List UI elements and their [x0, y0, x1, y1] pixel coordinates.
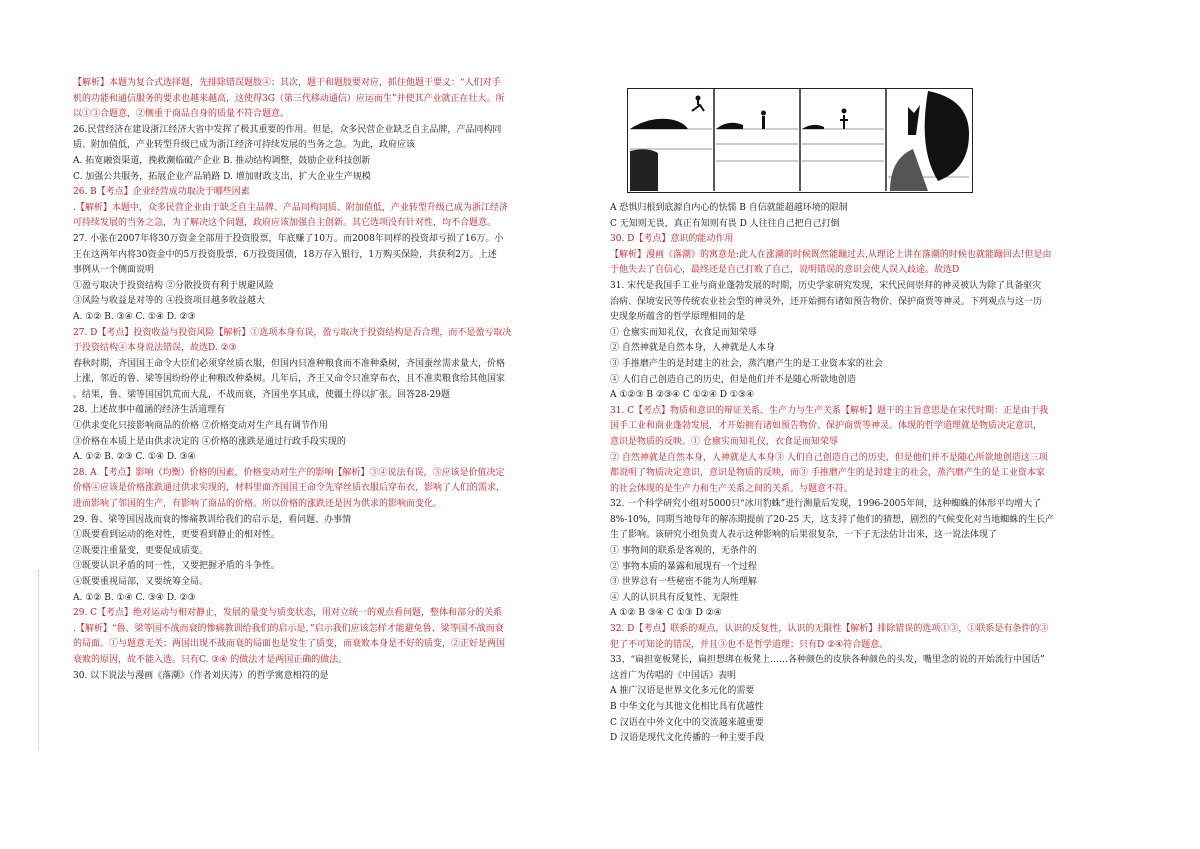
question-text-line: 事例从一个侧面说明	[73, 265, 155, 276]
question-text-line: B 中华文化与其他文化相比具有优越性	[610, 702, 764, 712]
question-text-line: ③风险与收益是对等的 ④投资项目越多收益越大	[73, 296, 265, 307]
question-text-line: ③ 世界总有一些秘密不能为人所理解	[610, 577, 757, 588]
margin-dotted-line	[38, 570, 39, 750]
question-text-line: A 恐惧归根到底源自内心的怯懦 B 自信就能超越环境的限制	[610, 203, 848, 213]
answer-explanation-line: 意识是物质的反映。① 仓廪实而知礼仪，衣食足而知荣辱	[610, 436, 838, 447]
answer-explanation-line: 都说明了物质决定意识，意识是物质的反映，而③ 手推磨产生的是封建主的社会，蒸汽磨产生的是工业资本家	[610, 468, 1045, 479]
question-text-line: ② 事物本质的暴露和展现有一个过程	[610, 561, 757, 572]
answer-explanation-line: ② 自然神就是自然本身，人神就是人本身③ 人们自己创造自己的历史，但是他们并不是随心所欲地创造这三项	[610, 452, 1048, 463]
answer-explanation-line: 32. D【考点】联系的观点，认识的反复性，认识的无限性【解析】排除错误的选项①③，①联系是有条件的③	[610, 624, 1049, 635]
comic-luochao	[627, 88, 973, 193]
answer-explanation-line: 31. C【考点】物质和意识的辩证关系、生产力与生产关系【解析】题干的主旨意思是在宋代时期：正是由于我	[610, 405, 1049, 416]
question-text-line: A 推广汉语是世界文化多元化的需要	[610, 686, 755, 697]
answer-explanation-line: 可持续发展的当务之急，为了解决这个问题，政府应该加强自主创新。其它选项没有针对性，均不合题意。	[73, 218, 497, 229]
question-text-line: A. ①② B. ③④ C. ①④ D. ②③	[73, 311, 196, 322]
answer-explanation-line: 进而影响了邻国的生产，有影响了商品的价格。所以价格的涨跌还是因为供求的影响而变化。	[73, 499, 443, 510]
question-text-line: 王在这两年内将30资金中的5万投资股票，6万投资国债，18万存入银行，1万购买保险，共获利2万。上述	[73, 249, 497, 260]
question-text-line: 32. 一个科学研究小组对5000只“冰川豹蛛”进行测量后发现，1996-2005年间，这种蜘蛛的体形平均增大了	[610, 499, 1042, 510]
question-text-line: 质、附加值低，产业转型升级已成为浙江经济可持续发展的当务之急。为此，政府应该	[73, 140, 416, 151]
question-text-line: 这首广为传唱的《中国话》表明	[610, 670, 737, 681]
question-text-line: ①盈亏取决于投资结构 ②分散投资有利于规避风险	[73, 280, 274, 291]
question-text-line: ②既要注重量变，更要促成质变。	[73, 545, 209, 556]
answer-explanation-line: 【解析】漫画《落潮》的寓意是:此人在涨潮的时候既然能蹦过去,从理论上讲在落潮的时候也就能蹦回去!但是由	[610, 249, 1052, 260]
question-text-line: 治病、保境安民等传统农业社会型的神灵外，还开始拥有诸如预告物价、保护商贾等神灵。下列观点与这一历	[610, 296, 1043, 307]
answer-explanation-line: 衰败的原因，故不能入选。只有C. ③④ 的做法才是两国正确的做法。	[73, 654, 348, 665]
answer-explanation-line: 27. D【考点】投资收益与投资风险【解析】①选项本身有误，盈亏取决于投资结构是否合理，而不是盈亏取决	[73, 327, 512, 338]
answer-explanation-line: 于投资结构④本身说法错误，故选D. ②③	[73, 343, 237, 354]
question-text-line: 28. 上述故事中蕴涵的经济生活道理有	[73, 405, 226, 416]
answer-explanation-line: 26. B【考点】企业经营成功取决于哪些因素	[73, 187, 250, 198]
question-text-line: ② 自然神就是自然本身，人神就是人本身	[610, 343, 775, 354]
answer-explanation-line: 30. D【考点】意识的能动作用	[610, 234, 734, 245]
question-text-line: 史现象所蕴含的哲学原理相同的是	[610, 312, 746, 323]
answer-explanation-line: 于他失去了自信心，最终还是自己打败了自己，说明错误的意识会使人误入歧途。故选D	[610, 265, 960, 276]
right-column	[610, 88, 1158, 747]
question-text-line: ①既要看到运动的绝对性，更要看到静止的相对性。	[73, 530, 281, 541]
question-text-line: A ①② B ③④ C ①③ D ②④	[610, 608, 722, 619]
question-text-line: ③价格在本质上是由供求决定的 ④价格的涨跌是通过行政手段实现的	[73, 436, 346, 447]
question-text-line: ④既要重视局部，又要统筹全局。	[73, 577, 209, 587]
question-text-line: A. ①② B. ②③ C. ①④ D. ③④	[73, 452, 196, 463]
answer-explanation-line: 29. C【考点】绝对运动与相对静止，发展的量变与质变状态，用对立统一的观点看问题，整体和部分的关系	[73, 608, 503, 619]
question-text-line: ① 仓廪实而知礼仪，衣食足而知荣辱	[610, 327, 757, 338]
question-text-line: 上涨，邻近的鲁、梁等国纷纷停止种粮改种桑树。几年后，齐王又命令只准穿布衣，且不准卖粮食给其他国家	[73, 374, 506, 385]
answer-explanation-line: .【解析】“鲁、梁等国不战而衰的惨痛教训给我们的启示是，”启示我们应该怎样才能避免鲁、梁等国不战而衰	[73, 623, 504, 634]
answer-explanation-line: .【解析】本题中，众多民营企业由于缺乏自主品牌、产品同构同质、附加值低，产业转型升级已成为浙江经济	[73, 202, 508, 213]
answer-explanation-line: 的局面。①与题意无关；两国出现不战而衰的局面也是发生了质变，而衰败本身是不好的质变，②正好是两国	[73, 639, 506, 650]
question-text-line: ③ 手推磨产生的是封建主的社会，蒸汽磨产生的是工业资本家的社会	[610, 358, 883, 369]
question-text-line: C 汉语在中外文化中的交流越来越重要	[610, 717, 764, 728]
question-text-line: 春秋时期，齐国国王命令大臣们必须穿丝质衣服，但国内只准种粮食而不准种桑树，齐国蚕丝需求量大，价格	[73, 358, 506, 369]
question-text-line: A. 拓宽融资渠道，挽救濒临破产企业 B. 推动结构调整，鼓励企业科技创新	[73, 155, 371, 166]
question-text-line: 8%-10%，同期当地每年的解冻期提前了20-25 天，这支持了他们的猜想，剧烈的气候变化对当地蜘蛛的生长产	[610, 514, 1055, 525]
question-text-line: ①供求变化只接影响商品的价格 ②价格变动对生产具有调节作用	[73, 421, 328, 432]
question-text-line: 27. 小张在2007年将30万资金全部用于投资股票，年底赚了10万。而2008年同样的投资却亏损了16万。小	[73, 233, 504, 244]
question-text-line: D 汉语是现代文化传播的一种主要手段	[610, 733, 765, 744]
question-text-line: C. 加强公共服务，拓展企业产品销路 D. 增加财政支出，扩大企业生产规模	[73, 171, 371, 182]
answer-explanation-line: 犯了不可知论的错误，并且③也不是哲学道理；只有D ②④符合题意。	[610, 639, 889, 650]
left-column	[73, 76, 621, 684]
question-text-line: 26.民营经济在建设浙江经济大省中发挥了极其重要的作用。但是，众多民营企业缺乏自主品牌，产品同构同	[73, 124, 502, 135]
question-text-line: A ①②③ B ②③④ C ①②④ D ①③④	[610, 390, 755, 401]
question-text-line: 33、“扁担宽板凳长，扁担想绑在板凳上……各种颜色的皮肤各种颜色的头发，嘴里念的说的开始流行中国话”	[610, 655, 1045, 666]
answer-explanation-line: 国手工业和商业蓬勃发展，才开始拥有诸如预告物价、保护商贾等神灵。体现的哲学道理就是物质决定意识，	[610, 421, 1043, 432]
answer-explanation-line: 28. A 【考点】影响（均衡）价格的因素，价格变动对生产的影响【解析】③④说法有误，③应该是价值决定	[73, 467, 505, 478]
question-text-line: 30. 以下说法与漫画《落潮》（作者刘庆涛）的哲学寓意相符的是	[73, 670, 329, 681]
answer-explanation-line: 价格④应该是价格涨跌通过供求实现的，材料里面齐国国王命令先穿丝质衣服后穿布衣，影响了人们的需求，	[73, 483, 506, 494]
comic-panels-image	[628, 89, 971, 191]
answer-explanation-line: 机的功能和通信服务的要求也越来越高，这使得3G（第三代移动通信）应运而生”并使其产业就正在壮大。所	[73, 93, 505, 104]
question-text-line: 29. 鲁、梁等国因战而衰的惨痛教训给我们的启示是，看问题、办事情	[73, 514, 352, 525]
question-text-line: 生了影响。该研究小组负责人表示这种影响的后果很复杂，一下子无法估计出来，这一说法体现了	[610, 530, 998, 541]
question-text-line: ④ 人的认识具有反复性、无限性	[610, 592, 739, 603]
question-text-line: ④ 人们自己创造自己的历史，但是他们并不是随心所欲地创造	[610, 374, 856, 385]
question-text-line: 。结果，鲁、梁等国国饥荒而大乱，不战而衰，齐国坐享其成，使疆土得以扩张。回答28-29题	[73, 389, 450, 400]
question-text-line: ③既要认识矛盾的同一性，又要把握矛盾的斗争性。	[73, 561, 281, 572]
answer-explanation-line: 以①③合题意，②侧重于商品自身的质量不符合题意。	[73, 109, 290, 120]
question-text-line: ① 事物间的联系是客观的，无条件的	[610, 546, 757, 557]
question-text-line: A. ①② B. ①④ C. ③④ D. ②③	[73, 592, 196, 603]
answer-explanation-line: 【解析】本题为复合式选择题，先排除错误题肢④；其次，题干和题肢要对应，抓住他题干要义：“人们对手	[73, 78, 501, 88]
question-text-line: C 无知则无畏，真正有知则有畏 D 人往往自己把自己打倒	[610, 218, 840, 229]
question-text-line: 31. 宋代是我国手工业与商业蓬勃发展的时期，历史学家研究发现，宋代民间崇拜的神灵被认为除了具备驱灾	[610, 280, 1042, 291]
answer-explanation-line: 的社会体现的是生产力和生产关系之间的关系。与题意不符。	[610, 483, 854, 494]
